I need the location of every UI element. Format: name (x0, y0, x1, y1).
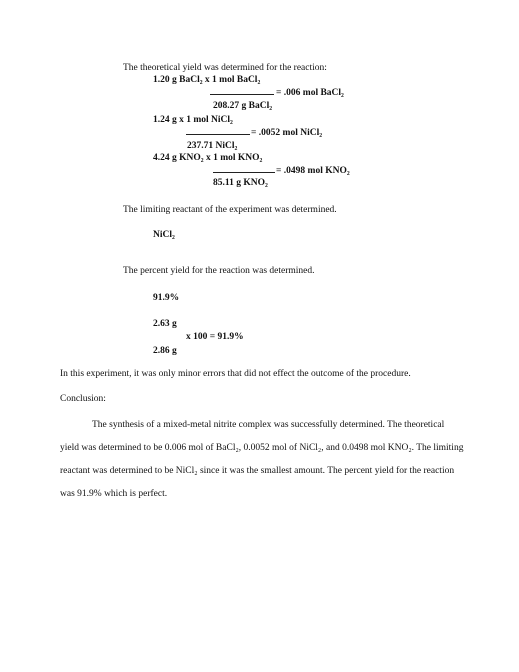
percent-yield-expression: x 100 = 91.9% (186, 332, 244, 342)
percent-yield-numerator: 2.63 g (153, 319, 177, 329)
limiting-reactant-value: NiCl₂ (153, 230, 175, 240)
bacl2-numerator: 1.20 g BaCl₂ x 1 mol BaCl₂ (153, 75, 261, 85)
percent-yield-denominator: 2.86 g (153, 346, 177, 356)
nicl2-result: = .0052 mol NiCl₂ (251, 128, 323, 138)
theoretical-yield-heading: The theoretical yield was determined for the reaction: (123, 63, 327, 73)
kno2-denominator: 85.11 g KNO₂ (213, 178, 268, 188)
percent-yield-value: 91.9% (153, 293, 180, 303)
errors-sentence: In this experiment, it was only minor errors that did not effect the outcome of the procedure. (60, 369, 411, 379)
bacl2-denominator: 208.27 g BaCl₂ (213, 101, 273, 111)
conclusion-heading: Conclusion: (60, 394, 106, 404)
percent-yield-heading: The percent yield for the reaction was determined. (123, 266, 315, 276)
kno2-numerator: 4.24 g KNO₂ x 1 mol KNO₂ (153, 153, 263, 163)
bacl2-fraction-bar (210, 94, 274, 95)
nicl2-numerator: 1.24 g x 1 mol NiCl₂ (153, 115, 233, 125)
nicl2-fraction-bar (186, 134, 250, 135)
kno2-result: = .0498 mol KNO₂ (276, 166, 350, 176)
nicl2-denominator: 237.71 NiCl₂ (187, 141, 238, 151)
bacl2-result: = .006 mol BaCl₂ (276, 88, 344, 98)
conclusion-paragraph: The synthesis of a mixed-metal nitrite complex was successfully determined. The theoretical yield was determined to be 0.006 mol of BaCl₂, 0.0052 mol of NiCl₂, and 0.0498 mol KNO₂. The limiting reactant was determined to be NiCl₂ since it was the smallest amount. The percent yield for the reaction was 91.9% which is perfect. (60, 420, 464, 499)
limiting-reactant-heading: The limiting reactant of the experiment was determined. (123, 205, 337, 215)
kno2-fraction-bar (213, 172, 275, 173)
